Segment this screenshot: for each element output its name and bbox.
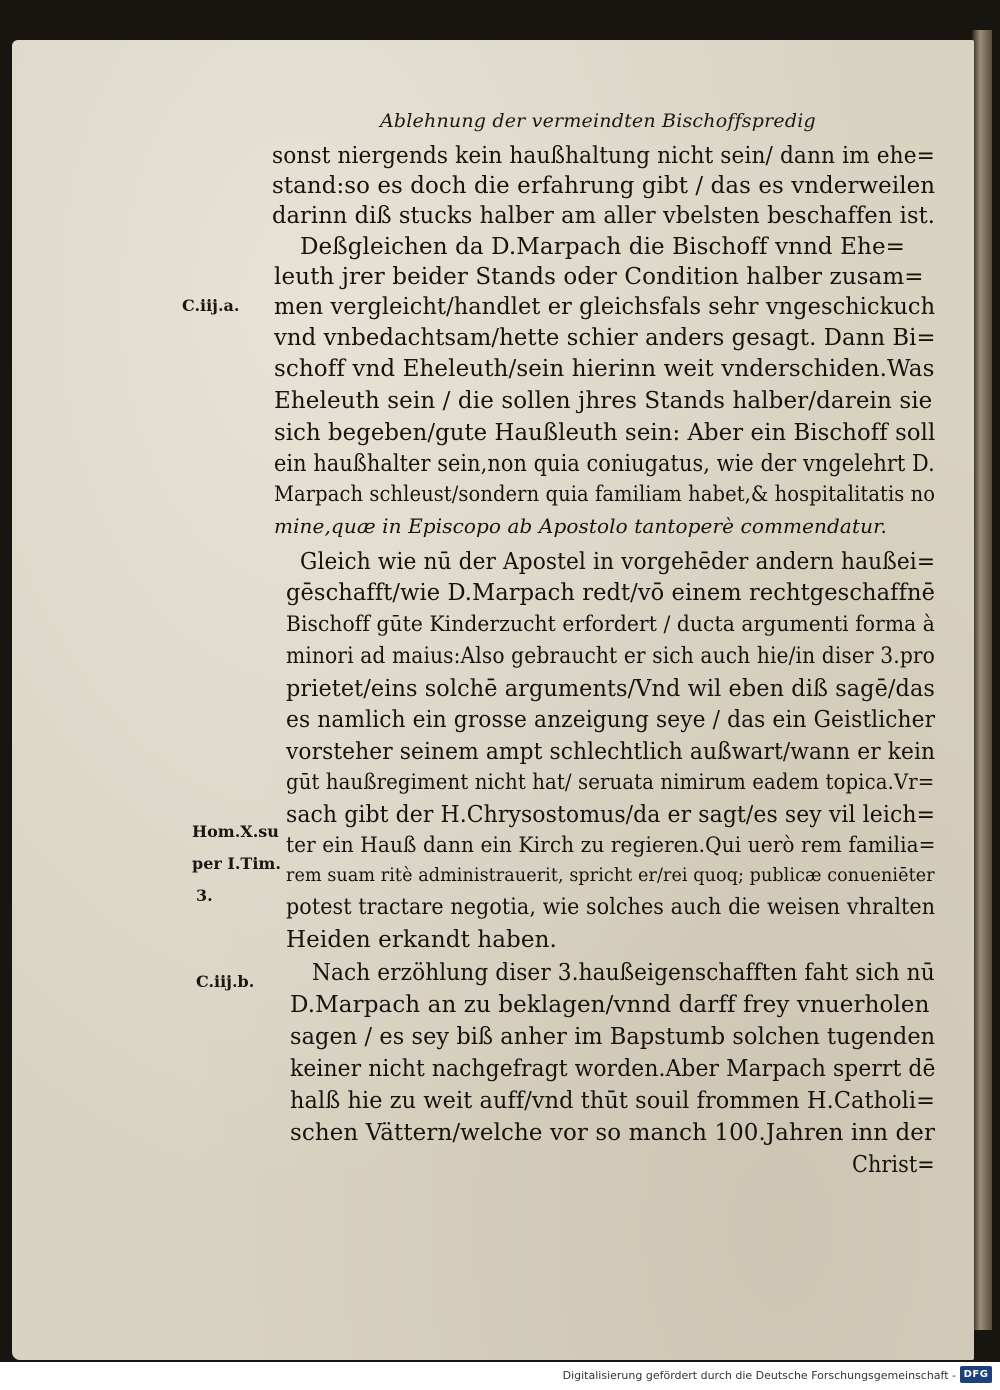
margin-note: C.iij.b. (196, 972, 255, 991)
text-line: D.Marpach an zu beklagen/vnnd darff frey vnuerholen (290, 992, 930, 1018)
text-line: sich begeben/gute Haußleuth sein: Aber ein Bischoff soll (274, 420, 936, 446)
text-line: Gleich wie nū der Apostel in vorgehēder andern haußei= (300, 549, 936, 575)
text-line: men vergleicht/handlet er gleichsfals sehr vngeschickuch (274, 294, 936, 320)
text-line: schen Vättern/welche vor so manch 100.Jahren inn der (290, 1120, 936, 1146)
margin-note: C.iij.a. (182, 296, 240, 315)
text-line: vnd vnbedachtsam/hette schier anders gesagt. Dann Bi= (274, 325, 936, 351)
text-line: prietet/eins solchē arguments/Vnd wil eben diß sagē/das (286, 676, 935, 702)
text-line: mine,quæ in Episcopo ab Apostolo tantoperè commendatur. (274, 514, 887, 538)
book-gutter (972, 30, 992, 1330)
text-line: sach gibt der H.Chrysostomus/da er sagt/es sey vil leich= (286, 802, 936, 828)
running-head: Ablehnung der vermeindten Bischoffspredig (380, 110, 816, 132)
text-line: Marpach schleust/sondern quia familiam habet,& hospitalitatis no (274, 482, 936, 506)
text-line: potest tractare negotia, wie solches auch die weisen vhralten (286, 895, 936, 920)
text-line: Deßgleichen da D.Marpach die Bischoff vnnd Ehe= (300, 234, 906, 260)
text-line: keiner nicht nachgefragt worden.Aber Marpach sperrt dē (290, 1056, 936, 1082)
text-line: ter ein Hauß dann ein Kirch zu regieren.Qui uerò rem familia= (286, 833, 936, 857)
text-line: es namlich ein grosse anzeigung seye / das ein Geistlicher (286, 707, 936, 733)
margin-note: Hom.X.su (192, 822, 279, 841)
text-line: gēschafft/wie D.Marpach redt/vō einem rechtgeschaffnē (286, 580, 936, 606)
text-line: leuth jrer beider Stands oder Condition halber zusam= (274, 264, 924, 290)
catchword: Christ= (852, 1152, 935, 1178)
text-line: Eheleuth sein / die sollen jhres Stands halber/darein sie (274, 388, 933, 414)
text-line: Heiden erkandt haben. (286, 927, 557, 953)
text-line: schoff vnd Eheleuth/sein hierinn weit vnderschiden.Was (274, 356, 935, 382)
text-line: minori ad maius:Also gebraucht er sich auch hie/in diser 3.pro (286, 644, 935, 669)
funding-notice: Digitalisierung gefördert durch die Deutsche Forschungsgemeinschaft - (562, 1369, 956, 1382)
text-line: Nach erzöhlung diser 3.haußeigenschafften faht sich nū (312, 960, 935, 986)
text-line: halß hie zu weit auff/vnd thūt souil frommen H.Catholi= (290, 1088, 936, 1114)
margin-note: 3. (196, 886, 213, 905)
text-line: rem suam ritè administrauerit, spricht er/rei quoq; publicæ conueniēter (286, 864, 935, 886)
text-line: stand:so es doch die erfahrung gibt / das es vnderweilen (272, 173, 936, 199)
text-line: gūt haußregiment nicht hat/ seruata nimirum eadem topica.Vr= (286, 770, 935, 794)
dfg-logo: DFG (960, 1366, 992, 1383)
text-line: sonst niergends kein haußhaltung nicht sein/ dann im ehe= (272, 143, 935, 169)
text-line: sagen / es sey biß anher im Bapstumb solchen tugenden (290, 1024, 936, 1050)
text-line: vorsteher seinem ampt schlechtlich außwart/wann er kein (286, 739, 936, 765)
margin-note: per I.Tim. (192, 854, 281, 873)
footer-bar (0, 1362, 1000, 1390)
text-line: Bischoff gūte Kinderzucht erfordert / ducta argumenti forma à (286, 612, 935, 636)
text-line: ein haußhalter sein,non quia coniugatus, wie der vngelehrt D. (274, 451, 935, 477)
text-line: darinn diß stucks halber am aller vbelsten beschaffen ist. (272, 203, 936, 229)
